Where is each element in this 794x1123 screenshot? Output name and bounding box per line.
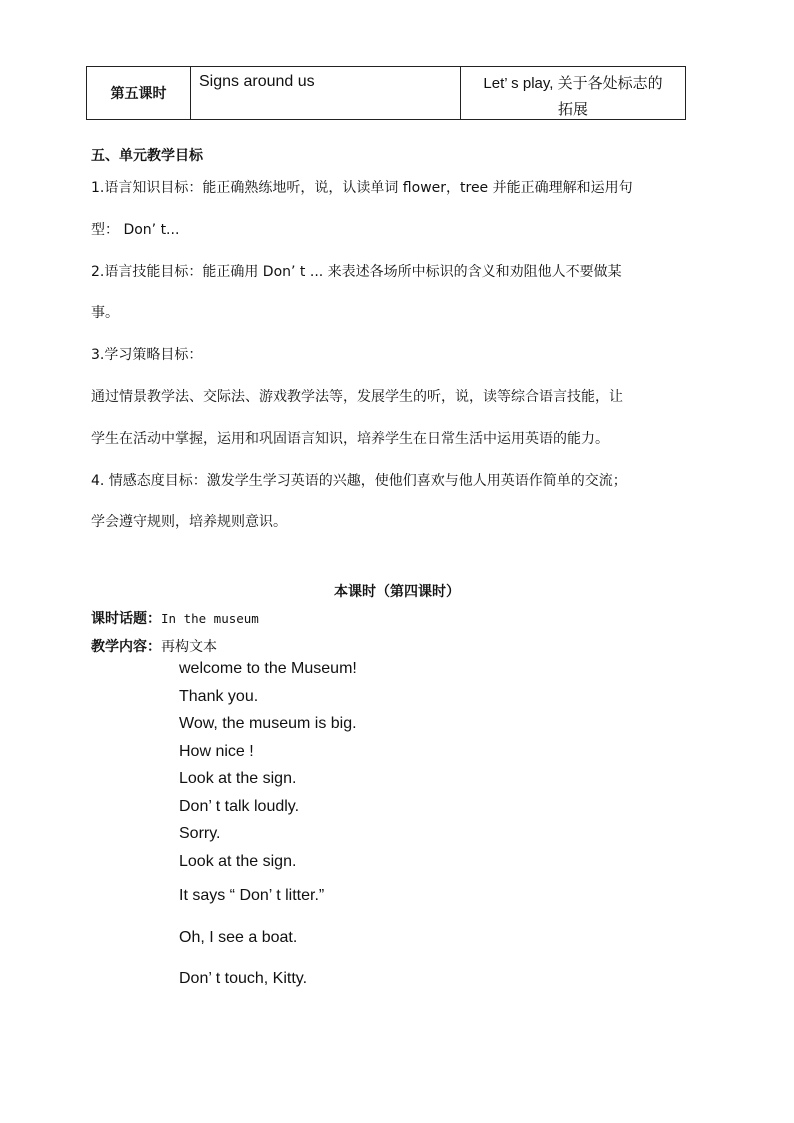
goal4-line1: 4. 情感态度目标：激发学生学习英语的兴趣，使他们喜欢与他人用英语作简单的交流； [91,473,627,489]
content-label: 教学内容： [91,639,161,655]
dialogue-line: It says “ Don’ t litter.” [179,887,325,904]
topic-cell: Signs around us [191,67,461,119]
dialogue-line: Look at the sign. [179,853,297,870]
lesson-title: 本课时（第四课时） [334,584,460,600]
goal3-line1: 通过情景教学法、交际法、游戏教学法等，发展学生的听，说，读等综合语言技能，让 [91,389,623,405]
section-heading: 五、单元教学目标 [91,148,203,164]
dialogue-line: How nice ! [179,743,254,760]
dialogue-line: Thank you. [179,688,259,705]
goal1-line1: 1.语言知识目标：能正确熟练地听，说，认读单词 flower，tree 并能正确理解和运用句 [91,180,633,196]
dialogue-line: welcome to the Museum! [179,660,357,677]
dialogue-line: Wow, the museum is big. [179,715,357,732]
topic-label: 课时话题： [91,611,161,627]
goal2-line2: 事。 [91,305,119,321]
dialogue-line: Don’ t touch, Kitty. [179,970,308,987]
content-value: 再构文本 [161,639,217,655]
note-line-1: Let’ s play, 关于各处标志的 [483,75,663,92]
goal2-line1: 2.语言技能目标：能正确用 Don’ t ... 来表述各场所中标识的含义和劝阻他人不要做某 [91,264,622,280]
lesson-cell: 第五课时 [87,67,191,119]
lesson-content-row [91,636,217,656]
goal3-title: 3.学习策略目标： [91,347,203,363]
topic-value: In the museum [161,611,259,626]
dialogue-line: Look at the sign. [179,770,297,787]
goal1-line2: 型： Don’ t... [91,222,180,238]
lesson-topic-row [91,608,259,628]
dialogue-line: Sorry. [179,825,221,842]
note-cell [461,67,685,119]
dialogue-line: Don’ t talk loudly. [179,798,300,815]
lesson-table [86,66,686,120]
goal4-line2: 学会遵守规则，培养规则意识。 [91,514,287,530]
note-line-2: 拓展 [557,101,588,118]
goal3-line2: 学生在活动中掌握，运用和巩固语言知识，培养学生在日常生活中运用英语的能力。 [91,431,609,447]
dialogue-line: Oh, I see a boat. [179,929,298,946]
